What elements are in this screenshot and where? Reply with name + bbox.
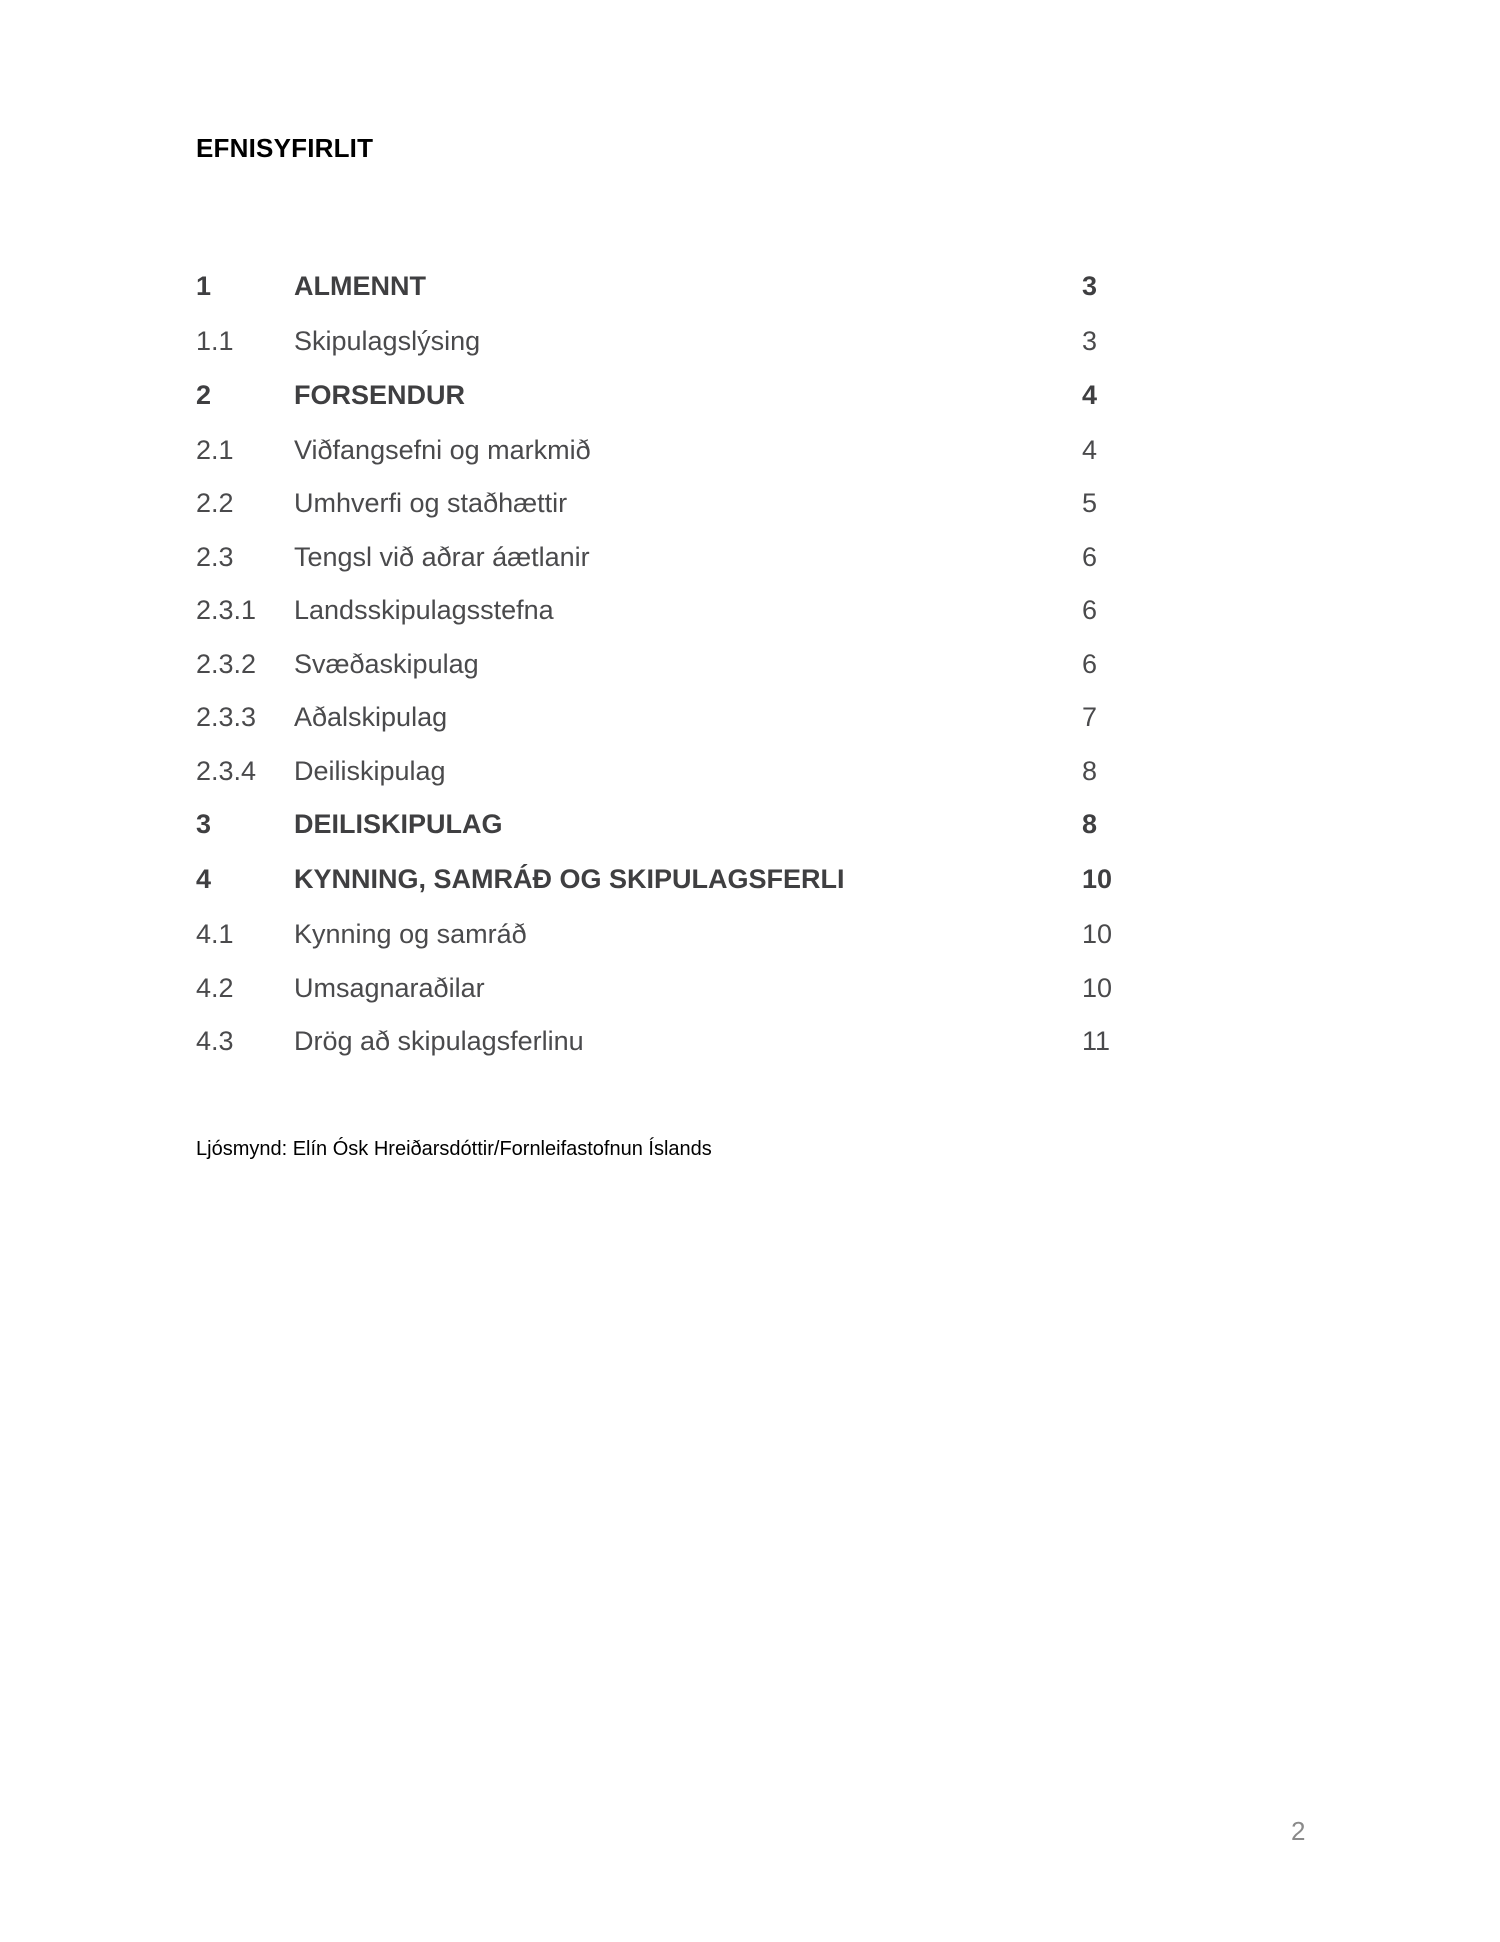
toc-entry-label: KYNNING, SAMRÁÐ OG SKIPULAGSFERLI bbox=[294, 864, 845, 894]
toc-entry-number: 1 bbox=[196, 271, 212, 301]
toc-entry-number: 4.2 bbox=[196, 972, 234, 1003]
toc-entry-2-1[interactable] bbox=[196, 430, 1126, 484]
toc-entry-number: 2 bbox=[196, 379, 212, 410]
toc-entry-number: 4.1 bbox=[196, 919, 234, 949]
toc-entry-page: 11 bbox=[1082, 1026, 1111, 1056]
toc-entry-2-3[interactable] bbox=[196, 537, 1126, 591]
toc-entry-label: Skipulagslýsing bbox=[294, 326, 481, 356]
toc-entry-2-3-2[interactable] bbox=[196, 644, 1126, 698]
toc-entry-page: 4 bbox=[1082, 434, 1098, 465]
toc-entry-label: ALMENNT bbox=[294, 271, 426, 301]
toc-entry-number: 2.2 bbox=[196, 488, 234, 518]
toc-entry-label: FORSENDUR bbox=[294, 379, 466, 410]
toc-entry-label: Kynning og samráð bbox=[294, 919, 527, 949]
toc-entry-page: 6 bbox=[1082, 648, 1098, 679]
toc-entry-number: 2.3.1 bbox=[196, 595, 257, 625]
photo-credit: Ljósmynd: Elín Ósk Hreiðarsdóttir/Fornleifastofnun Íslands bbox=[196, 1138, 712, 1160]
toc-entry-1-1[interactable] bbox=[196, 321, 1126, 375]
toc-entry-4-3[interactable] bbox=[196, 1021, 1126, 1075]
toc-entry-number: 2.3 bbox=[196, 541, 234, 572]
toc-entry-label: Umsagnaraðilar bbox=[294, 972, 485, 1003]
toc-entry-number: 2.1 bbox=[196, 434, 234, 465]
toc-entry-label: Svæðaskipulag bbox=[294, 648, 479, 679]
toc-entry-page: 6 bbox=[1082, 541, 1098, 572]
toc-entry-2-3-1[interactable] bbox=[196, 590, 1126, 644]
toc-entry-number: 4.3 bbox=[196, 1026, 234, 1056]
page-title: EFNISYFIRLIT bbox=[196, 133, 374, 163]
toc-entry-page: 8 bbox=[1082, 755, 1098, 786]
toc-entry-4[interactable] bbox=[196, 859, 1126, 914]
page-number: 2 bbox=[1291, 1816, 1306, 1846]
toc-entry-page: 3 bbox=[1082, 326, 1098, 356]
toc-entry-page: 4 bbox=[1082, 379, 1098, 410]
toc-entry-4-1[interactable] bbox=[196, 914, 1126, 968]
toc-entry-label: DEILISKIPULAG bbox=[294, 809, 503, 839]
toc-entry-2-3-4[interactable] bbox=[196, 751, 1126, 805]
toc-entry-label: Tengsl við aðrar áætlanir bbox=[294, 541, 590, 572]
toc-entry-number: 4 bbox=[196, 864, 212, 894]
toc-entry-1[interactable] bbox=[196, 266, 1126, 321]
toc-entry-label: Viðfangsefni og markmið bbox=[294, 434, 591, 465]
toc-entry-page: 3 bbox=[1082, 271, 1098, 301]
toc-entry-number: 1.1 bbox=[196, 326, 234, 356]
toc-entry-label: Umhverfi og staðhættir bbox=[294, 488, 568, 518]
table-of-contents bbox=[196, 266, 1126, 1075]
toc-entry-page: 8 bbox=[1082, 809, 1098, 839]
toc-entry-page: 10 bbox=[1082, 972, 1113, 1003]
toc-entry-4-2[interactable] bbox=[196, 968, 1126, 1022]
toc-entry-label: Landsskipulagsstefna bbox=[294, 595, 554, 625]
toc-entry-2-2[interactable] bbox=[196, 483, 1126, 537]
toc-entry-label: Aðalskipulag bbox=[294, 702, 448, 732]
toc-entry-label: Deiliskipulag bbox=[294, 755, 446, 786]
toc-entry-page: 6 bbox=[1082, 595, 1098, 625]
toc-entry-page: 7 bbox=[1082, 702, 1098, 732]
toc-entry-3[interactable] bbox=[196, 804, 1126, 859]
toc-entry-page: 10 bbox=[1082, 864, 1113, 894]
toc-entry-number: 2.3.4 bbox=[196, 755, 257, 786]
toc-entry-page: 10 bbox=[1082, 919, 1113, 949]
toc-entry-number: 2.3.2 bbox=[196, 648, 257, 679]
toc-entry-2[interactable] bbox=[196, 375, 1126, 430]
toc-entry-number: 2.3.3 bbox=[196, 702, 257, 732]
toc-entry-number: 3 bbox=[196, 809, 212, 839]
toc-entry-label: Drög að skipulagsferlinu bbox=[294, 1026, 584, 1056]
toc-entry-page: 5 bbox=[1082, 488, 1098, 518]
toc-entry-2-3-3[interactable] bbox=[196, 697, 1126, 751]
